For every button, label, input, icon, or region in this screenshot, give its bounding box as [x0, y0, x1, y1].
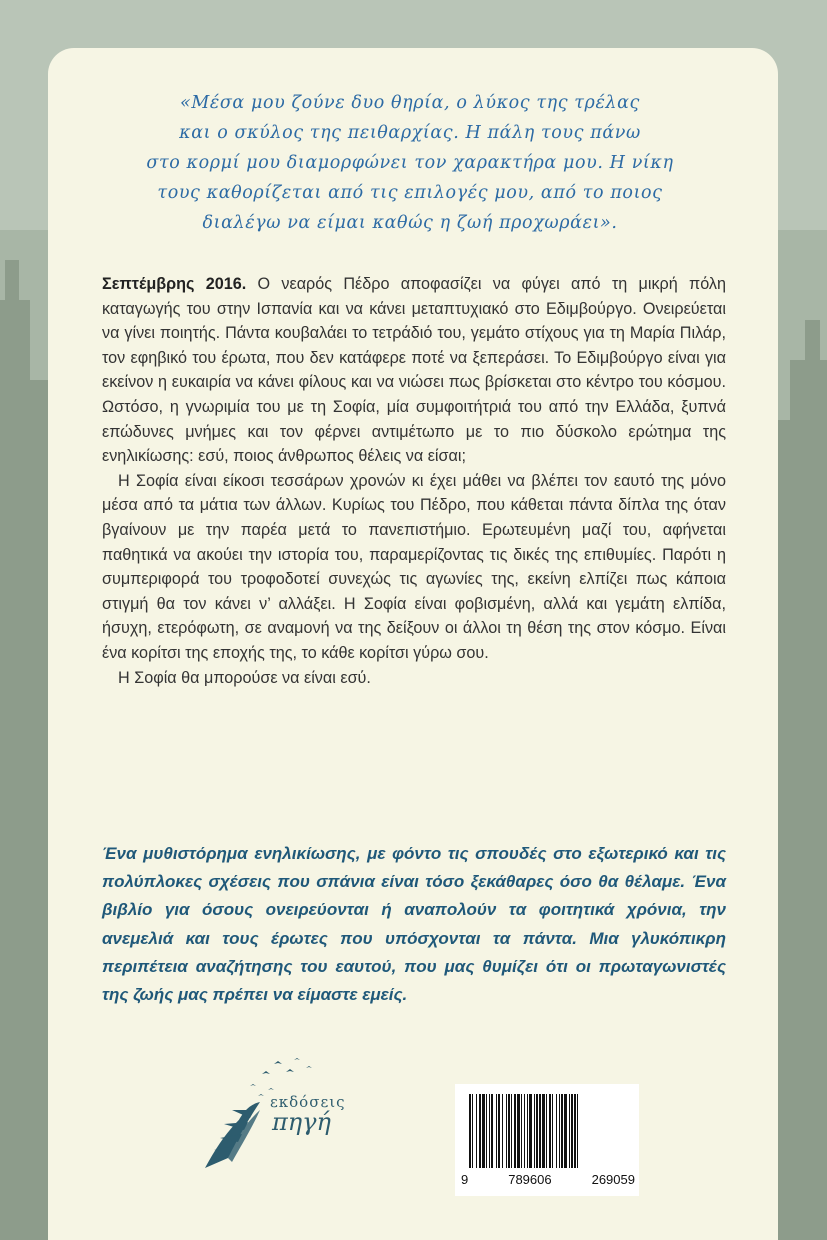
barcode-bar [527, 1094, 528, 1168]
barcode-bar [539, 1094, 541, 1168]
synopsis-paragraph-2: Η Σοφία είναι είκοσι τεσσάρων χρονών κι έχει μάθει να βλέπει τον εαυτό της μόνο μέσα από τα μάτια των άλλων. Κυρίως του Πέδρο, που κάθεται πάντα δίπλα της όταν βγαίνουν με την παρέα μετά το πανεπιστήμιο. Ερωτευμένη μαζί του, αφήνεται παθητικά να ακούει την ιστορία του, παραμερίζοντας τις δικές της επιθυμίες. Παρότι η συμπεριφορά του τροφοδοτεί συνεχώς τις αγωνίες της, εκείνη ελπίζει πως κάποια στιγμή θα τον κάνει ν’ αλλάξει. Η Σοφία είναι φοβισμένη, αλλά και γεμάτη ελπίδα, ήσυχη, ετερόφωτη, σε αναμονή να της δείξουν οι άλλοι τη θέση της στον κόσμο. Είναι ένα κορίτσι της εποχής της, το κάθε κορίτσι γύρω σου. [102, 471, 726, 662]
barcode-bar [482, 1094, 485, 1168]
barcode-bar [517, 1094, 520, 1168]
quote-line: διαλέγω να είμαι καθώς η ζωή προχωράει». [202, 213, 618, 233]
barcode-bar [486, 1094, 487, 1168]
barcode-bar [542, 1094, 545, 1168]
barcode-bar [564, 1094, 567, 1168]
barcode-bar [556, 1094, 557, 1168]
barcode-bar [549, 1094, 551, 1168]
barcode-bar [577, 1094, 578, 1168]
publisher-name-line2: πηγή [272, 1108, 331, 1136]
barcode-bar [498, 1094, 500, 1168]
barcode-bar [561, 1094, 563, 1168]
quote-line: τους καθορίζεται από τις επιλογές μου, από το ποιος [157, 183, 663, 203]
barcode-bar [502, 1094, 503, 1168]
barcode-bar [472, 1094, 473, 1168]
barcode-bar [529, 1094, 532, 1168]
quote-line: και ο σκύλος της πειθαρχίας. Η πάλη τους πάνω [179, 123, 641, 143]
quote-line: στο κορμί μου διαμορφώνει τον χαρακτήρα μου. Η νίκη [146, 153, 674, 173]
barcode-bar [569, 1094, 570, 1168]
isbn-number [461, 1172, 635, 1187]
barcode-icon [455, 1084, 639, 1174]
marketing-blurb: Ένα μυθιστόρημα ενηλικίωσης, με φόντο τις σπουδές στο εξωτερικό και τις πολύπλοκες σχέσεις που σπάνια είναι τόσο ξεκάθαρες όσο θα θέλαμε. Ένα βιβλίο για όσους ονειρεύονται ή αναπολούν τα φοιτητικά χρόνια, την ανεμελιά και τους έρωτες που υπόσχονται τα πάντα. Μια γλυκόπικρη περιπέτεια αναζήτησης του εαυτού, που μας θυμίζει ότι οι πρωταγωνιστές της ζωής μας πρέπει να είμαστε εμείς. [102, 844, 726, 1005]
barcode-bar [552, 1094, 553, 1168]
barcode-bar [479, 1094, 481, 1168]
synopsis [102, 272, 726, 690]
publisher-name-line1: εκδόσεις [270, 1093, 346, 1111]
barcode-bar [514, 1094, 516, 1168]
barcode-bar [534, 1094, 535, 1168]
barcode-bar [571, 1094, 573, 1168]
isbn-digit-group-1: 9 [461, 1172, 469, 1187]
barcode-bar [489, 1094, 490, 1168]
date-heading: Σεπτέμβρης 2016. [102, 275, 247, 293]
quote-line: «Μέσα μου ζούνε δυο θηρία, ο λύκος της τρέλας [180, 93, 640, 113]
isbn-digit-group-2: 789606 [508, 1172, 552, 1187]
paragraph-text: Ο νεαρός Πέδρο αποφασίζει να φύγει από τη μικρή πόλη καταγωγής του στην Ισπανία και να κάνει μεταπτυχιακό στο Εδιμβούργο. Ονειρεύεται να γίνει ποιητής. Πάντα κουβαλάει το τετράδιό του, γεμάτο στίχους για τη Μαρία Πιλάρ, τον εφηβικό του έρωτα, που δεν κατάφερε ποτέ να ξεπεράσει. Το Εδιμβούργο είναι για εκείνον η ευκαιρία να κάνει φίλους και να νιώσει πως βρίσκεται στο κέντρο του κόσμου. Ωστόσο, η γνωριμία του με τη Σοφία, μία συμφοιτήτριά του από την Ελλάδα, ξυπνά επώδυνες μνήμες και τον φέρνει αντιμέτωπο με το πιο δύσκολο ερώτημα της ενηλικίωσης: εσύ, ποιος άνθρωπος θέλεις να είσαι; [102, 275, 726, 466]
synopsis-paragraph-3: Η Σοφία θα μπορούσε να είναι εσύ. [118, 668, 371, 687]
barcode-bar [496, 1094, 497, 1168]
barcode-bar [491, 1094, 493, 1168]
synopsis-paragraph-1 [102, 272, 726, 469]
isbn-barcode [455, 1084, 639, 1196]
barcode-bar [559, 1094, 560, 1168]
barcode-bar [536, 1094, 538, 1168]
barcode-bar [524, 1094, 525, 1168]
epigraph-quote [100, 88, 720, 238]
barcode-bar [511, 1094, 512, 1168]
barcode-bar [574, 1094, 576, 1168]
barcode-bar [506, 1094, 507, 1168]
barcode-bar [546, 1094, 547, 1168]
barcode-bar [521, 1094, 522, 1168]
barcode-bar [476, 1094, 477, 1168]
barcode-bar [469, 1094, 471, 1168]
barcode-bar [508, 1094, 510, 1168]
isbn-digit-group-3: 269059 [591, 1172, 635, 1187]
